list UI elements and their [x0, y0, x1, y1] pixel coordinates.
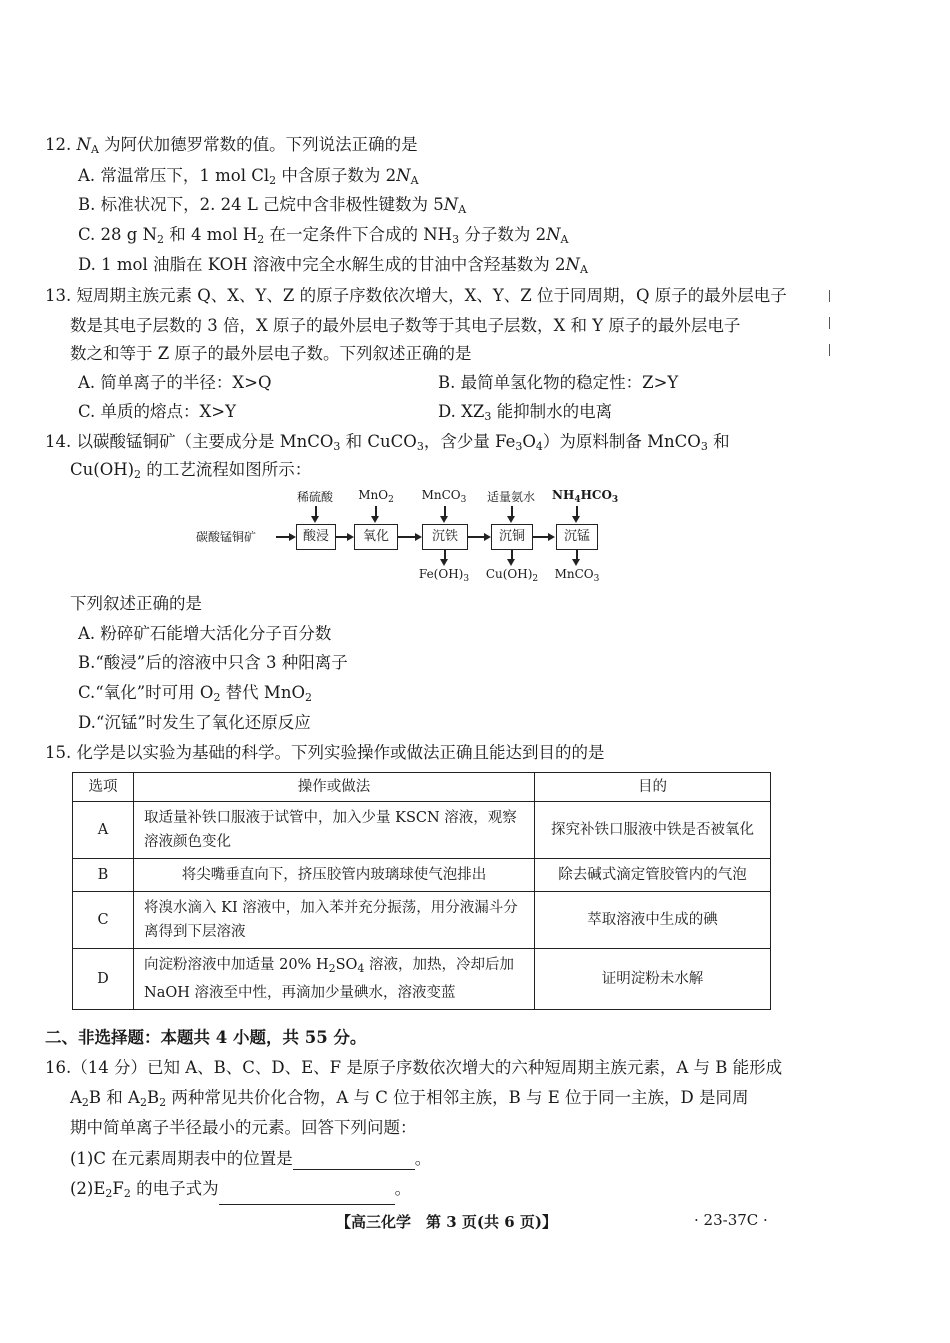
- row-purpose: 萃取溶液中生成的碘: [535, 892, 771, 949]
- margin-mark: [829, 344, 830, 356]
- flow-output-cuoh2: $Cu(OH)_2$: [485, 567, 539, 584]
- q14-ask: 下列叙述正确的是: [70, 594, 202, 613]
- q16-part1: (1)C 在元素周期表中的位置是 。: [70, 1149, 432, 1168]
- q14-line1: 14. 以碳酸锰铜矿（主要成分是 MnCO$_3$ 和 CuCO$_3$，含少量 $Fe_3O_4$）为原料制备 MnCO$_3$ 和: [45, 432, 730, 453]
- flow-input-mnco3: MnCO$_3$: [421, 488, 467, 505]
- flow-line: [276, 536, 290, 538]
- flow-box-iron-precip: 沉铁: [422, 524, 468, 550]
- flow-box-manganese-precip: 沉锰: [556, 524, 598, 550]
- flow-arrow: [572, 559, 580, 566]
- q12-option-d: D. 1 mol 油脂在 KOH 溶液中完全水解生成的甘油中含羟基数为 $2N_A$: [78, 255, 588, 276]
- table-header-row: [73, 773, 771, 802]
- flow-output-mnco3: MnCO$_3$: [554, 567, 600, 584]
- flow-arrow: [347, 533, 354, 541]
- page-footer-code: · 23-37C ·: [694, 1211, 768, 1229]
- row-option: B: [73, 859, 134, 892]
- q16-line3: 期中简单离子半径最小的元素。回答下列问题：: [70, 1118, 417, 1137]
- q16-part2: $(2)E_2F_2$ 的电子式为 。: [70, 1178, 411, 1205]
- table-row: [73, 949, 771, 1010]
- flow-line: [397, 536, 416, 538]
- q13-option-b: B. 最简单氢化物的稳定性：Z>Y: [438, 373, 679, 392]
- q13-line3: 数之和等于 Z 原子的最外层电子数。下列叙述正确的是: [70, 344, 472, 363]
- flow-input-ammonia: 适量氨水: [486, 490, 535, 504]
- flow-arrow: [484, 533, 491, 541]
- q12-option-b: B. 标准状况下，2. 24 L 己烷中含非极性键数为 $5N_A$: [78, 195, 467, 216]
- flow-arrow: [548, 533, 555, 541]
- q12-option-c: C. 28 g $N_2$ 和 4 mol $H_2$ 在一定条件下合成的 $NH_3$ 分子数为 $2N_A$: [78, 225, 569, 246]
- page-footer-center: 【高三化学 第 3 页(共 6 页)】: [336, 1213, 557, 1231]
- header-operation: 操作或做法: [134, 773, 535, 802]
- row-purpose: 探究补铁口服液中铁是否被氧化: [535, 802, 771, 859]
- flow-arrow: [572, 516, 580, 523]
- q14-option-a: A. 粉碎矿石能增大活化分子百分数: [78, 624, 332, 643]
- section-heading: 二、非选择题：本题共 4 小题，共 55 分。: [45, 1028, 367, 1047]
- row-operation: 将溴水滴入 KI 溶液中，加入苯并充分振荡，用分液漏斗分 离得到下层溶液: [134, 892, 535, 949]
- header-purpose: 目的: [535, 773, 771, 802]
- experiment-table: [72, 772, 771, 1010]
- flow-arrow: [507, 559, 515, 566]
- flow-arrow: [440, 516, 448, 523]
- row-option: C: [73, 892, 134, 949]
- q16-line1: 16.（14 分）已知 A、B、C、D、E、F 是原子序数依次增大的六种短周期主族元素，A 与 B 能形成: [45, 1058, 783, 1077]
- row-option: D: [73, 949, 134, 1010]
- q13-option-a: A. 简单离子的半径：X>Q: [78, 373, 272, 392]
- header-option: 选项: [73, 773, 134, 802]
- q14-option-c: C.“氧化”时可用 $O_2$ 替代 MnO$_2$: [78, 683, 312, 704]
- q13-line1: 13. 短周期主族元素 Q、X、Y、Z 的原子序数依次增大，X、Y、Z 位于同周期，Q 原子的最外层电子: [45, 286, 787, 305]
- flow-output-feoh3: $Fe(OH)_3$: [418, 567, 470, 584]
- flow-box-oxidation: 氧化: [354, 524, 398, 550]
- flow-input-mno2: MnO$_2$: [358, 488, 394, 505]
- flow-arrow: [507, 516, 515, 523]
- q15-stem: 15. 化学是以实验为基础的科学。下列实验操作或做法正确且能达到目的的是: [45, 743, 605, 762]
- answer-blank: [219, 1187, 395, 1205]
- flow-arrow: [289, 533, 296, 541]
- flow-line: [467, 536, 485, 538]
- row-operation: 取适量补铁口服液于试管中，加入少量 KSCN 溶液，观察 溶液颜色变化: [134, 802, 535, 859]
- row-operation: 向淀粉溶液中加适量 20% $H_2SO_4$ 溶液，加热，冷却后加 NaOH 溶液至中性，再滴加少量碘水，溶液变蓝: [134, 949, 535, 1010]
- flow-arrow: [311, 516, 319, 523]
- q13-option-d: D. $XZ_3$ 能抑制水的电离: [438, 402, 613, 423]
- flow-arrow: [440, 559, 448, 566]
- q12-option-a: A. 常温常压下，1 mol $Cl_2$ 中含原子数为 $2N_A$: [78, 166, 419, 187]
- q13-line2: 数是其电子层数的 3 倍，X 原子的最外层电子数等于其电子层数，X 和 Y 原子的最外层电子: [70, 316, 741, 335]
- row-option: A: [73, 802, 134, 859]
- row-purpose: 除去碱式滴定管胶管内的气泡: [535, 859, 771, 892]
- margin-mark: [829, 290, 830, 302]
- flow-box-acid-leach: 酸浸: [296, 524, 336, 550]
- table-row: [73, 859, 771, 892]
- q13-option-c: C. 单质的熔点：X>Y: [78, 402, 236, 421]
- flow-line: [532, 536, 549, 538]
- row-purpose: 证明淀粉未水解: [535, 949, 771, 1010]
- answer-blank: [293, 1152, 415, 1170]
- q14-line2: $Cu(OH)_2$ 的工艺流程如图所示：: [70, 460, 312, 481]
- margin-mark: [829, 317, 830, 329]
- flow-box-copper-precip: 沉铜: [491, 524, 533, 550]
- q16-line2: $A_2B$ 和 $A_2B_2$ 两种常见共价化合物，A 与 C 位于相邻主族，B 与 E 位于同一主族，D 是同周: [70, 1088, 749, 1109]
- q12-stem: 12. $N_A$ 为阿伏加德罗常数的值。下列说法正确的是: [45, 135, 418, 156]
- row-operation: 将尖嘴垂直向下，挤压胶管内玻璃球使气泡排出: [134, 859, 535, 892]
- flow-input-nh4hco3: $NH_4HCO_3$: [552, 488, 619, 505]
- table-row: [73, 802, 771, 859]
- q14-option-b: B.“酸浸”后的溶液中只含 3 种阳离子: [78, 653, 348, 672]
- q14-option-d: D.“沉锰”时发生了氧化还原反应: [78, 713, 311, 732]
- flow-arrow: [415, 533, 422, 541]
- table-row: [73, 892, 771, 949]
- flow-input-dilute-h2so4: 稀硫酸: [296, 490, 333, 504]
- flow-arrow: [371, 516, 379, 523]
- flow-start-label: 碳酸锰铜矿: [196, 530, 257, 544]
